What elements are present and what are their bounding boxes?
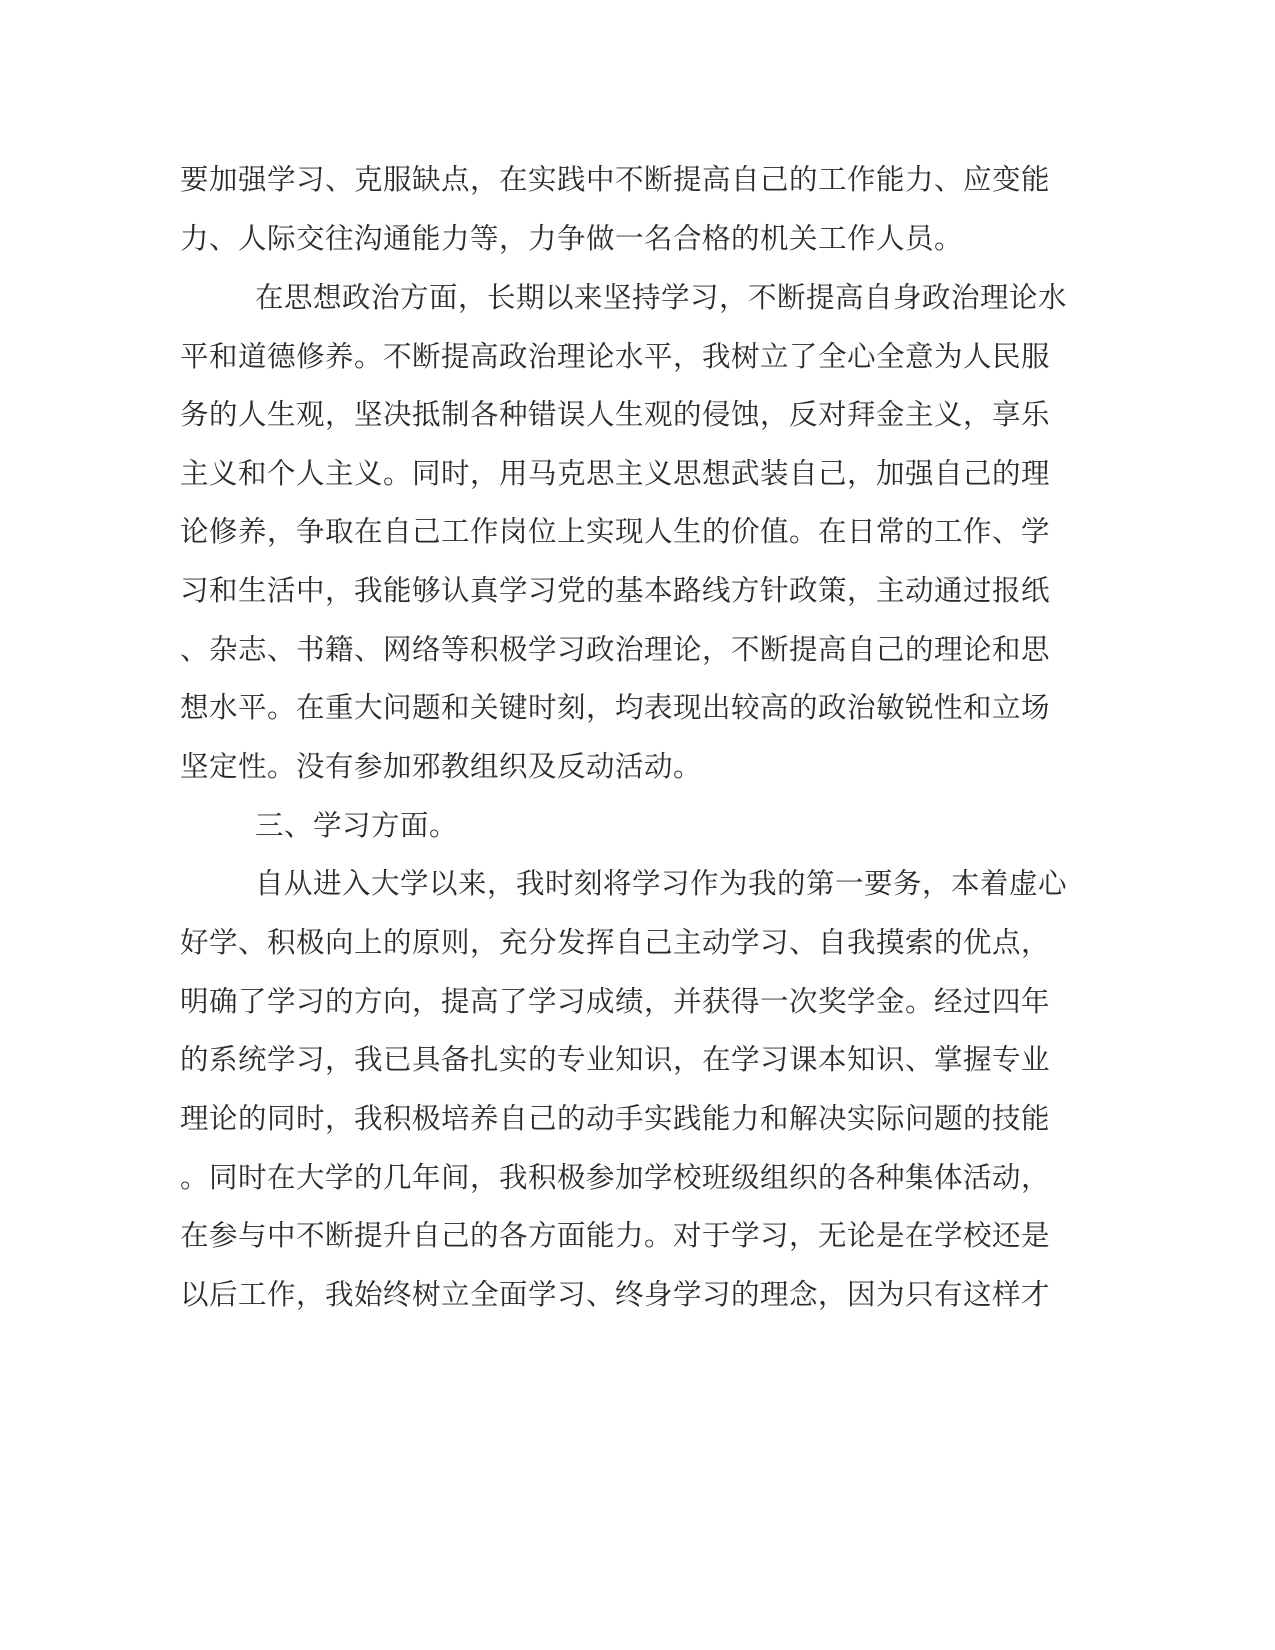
- text-line: 以后工作，我始终树立全面学习、终身学习的理念，因为只有这样才: [180, 1278, 1051, 1311]
- paragraph-start-line: 自从进入大学以来，我时刻将学习作为我的第一要务，本着虚心: [255, 867, 1068, 900]
- text-line: 坚定性。没有参加邪教组织及反动活动。: [180, 750, 703, 783]
- text-line: 在参与中不断提升自己的各方面能力。对于学习，无论是在学校还是: [180, 1219, 1051, 1252]
- section-heading: 三、学习方面。: [255, 809, 459, 842]
- text-line: 主义和个人主义。同时，用马克思主义思想武装自己，加强自己的理: [180, 457, 1051, 490]
- text-line: 力、人际交往沟通能力等，力争做一名合格的机关工作人员。: [180, 222, 964, 255]
- text-line: 要加强学习、克服缺点，在实践中不断提高自己的工作能力、应变能: [180, 163, 1051, 196]
- text-line: 。同时在大学的几年间，我积极参加学校班级组织的各种集体活动，: [180, 1161, 1051, 1194]
- text-line: 论修养，争取在自己工作岗位上实现人生的价值。在日常的工作、学: [180, 515, 1051, 548]
- paragraph-start-line: 在思想政治方面，长期以来坚持学习，不断提高自身政治理论水: [255, 281, 1068, 314]
- text-line: 理论的同时，我积极培养自己的动手实践能力和解决实际问题的技能: [180, 1102, 1051, 1135]
- text-line: 好学、积极向上的原则，充分发挥自己主动学习、自我摸索的优点，: [180, 926, 1051, 959]
- text-line: 想水平。在重大问题和关键时刻，均表现出较高的政治敏锐性和立场: [180, 691, 1051, 724]
- text-line: 平和道德修养。不断提高政治理论水平，我树立了全心全意为人民服: [180, 340, 1051, 373]
- text-line: 明确了学习的方向，提高了学习成绩，并获得一次奖学金。经过四年: [180, 985, 1051, 1018]
- text-line: 务的人生观，坚决抵制各种错误人生观的侵蚀，反对拜金主义，享乐: [180, 398, 1051, 431]
- text-line: 的系统学习，我已具备扎实的专业知识，在学习课本知识、掌握专业: [180, 1043, 1051, 1076]
- text-line: 、杂志、书籍、网络等积极学习政治理论，不断提高自己的理论和思: [180, 633, 1051, 666]
- text-line: 习和生活中，我能够认真学习党的基本路线方针政策，主动通过报纸: [180, 574, 1051, 607]
